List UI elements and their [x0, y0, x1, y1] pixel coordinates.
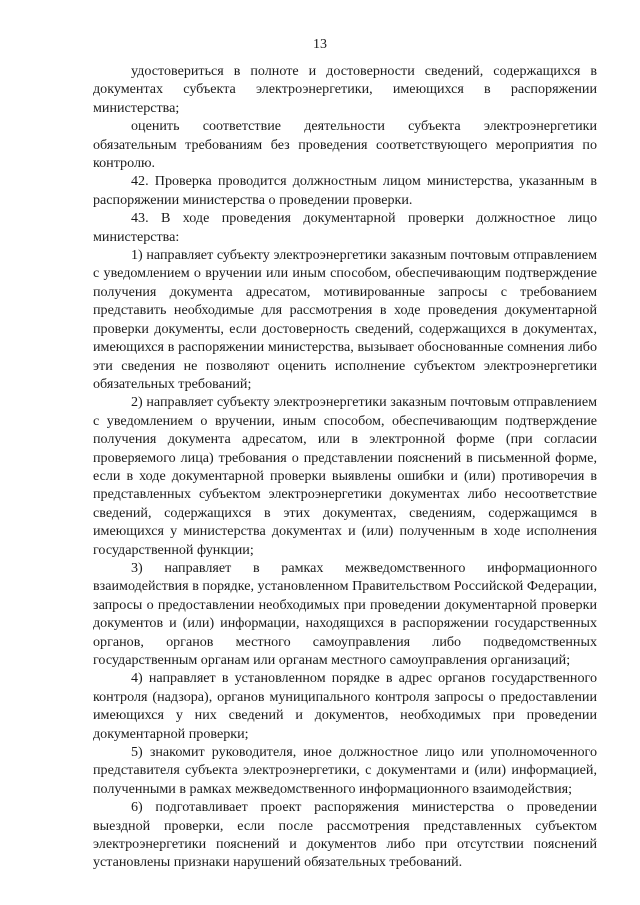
- document-body: [93, 62, 597, 872]
- list-item-1: 1) направляет субъекту электроэнергетики заказным почтовым отправлением с уведомлением о вручении или иным способом, обеспечивающим подтверждение получения документа адресатом, мотивированные запросы с требованием представить необходимые для рассмотрения в ходе проведения документарной проверки документы, если достоверность сведений, содержащихся в документах, имеющихся в распоряжении министерства, вызывает обоснованные сомнения либо эти сведения не позволяют оценить исполнение субъектом электроэнергетики обязательных требований;: [93, 247, 597, 392]
- paragraph-43: 43. В ходе проведения документарной проверки должностное лицо министерства:: [93, 210, 597, 245]
- page-number: 13: [313, 37, 327, 52]
- paragraph-assess-compliance: оценить соответствие деятельности субъекта электроэнергетики обязательным требованиям без проведения соответствующего мероприятия по контролю.: [93, 118, 597, 172]
- list-item-3: 3) направляет в рамках межведомственного информационного взаимодействия в порядке, установленном Правительством Российской Федерации, запросы о предоставлении необходимых при проведении документарной проверки документов и (или) информации, находящихся в распоряжении государственных органов, органов местного самоуправления либо подведомственных государственным органам или органам местного самоуправления организаций;: [93, 559, 597, 668]
- list-item-4: 4) направляет в установленном порядке в адрес органов государственного контроля (надзора), органов муниципального контроля запросы о предоставлении имеющихся у них сведений и документов, необходимых при проведении документарной проверки;: [93, 670, 597, 742]
- paragraph-42: 42. Проверка проводится должностным лицом министерства, указанным в распоряжении министерства о проведении проверки.: [93, 173, 597, 208]
- paragraph-verify-completeness: удостовериться в полноте и достоверности сведений, содержащихся в документах субъекта электроэнергетики, имеющихся в распоряжении министерства;: [93, 63, 597, 116]
- list-item-5: 5) знакомит руководителя, иное должностное лицо или уполномоченного представителя субъекта электроэнергетики, с документами и (или) информацией, полученными в рамках межведомственного информационного взаимодействия;: [93, 744, 597, 797]
- list-item-2: 2) направляет субъекту электроэнергетики заказным почтовым отправлением с уведомлением о вручении, иным способом, обеспечивающим подтверждение получения документа адресатом, или в электронной форме (при согласии проверяемого лица) требования о представлении пояснений в письменной форме, если в ходе документарной проверки выявлены ошибки и (или) противоречия в представленных субъектом электроэнергетики документах либо несоответствие сведений, содержащихся в этих документах, сведениям, содержащимся в имеющихся у министерства документах и (или) полученным в ходе исполнения государственной функции;: [93, 394, 597, 558]
- list-item-6: 6) подготавливает проект распоряжения министерства о проведении выездной проверки, если после рассмотрения представленных субъектом электроэнергетики пояснений и документов либо при отсутствии пояснений установлены признаки нарушений обязательных требований.: [93, 799, 597, 871]
